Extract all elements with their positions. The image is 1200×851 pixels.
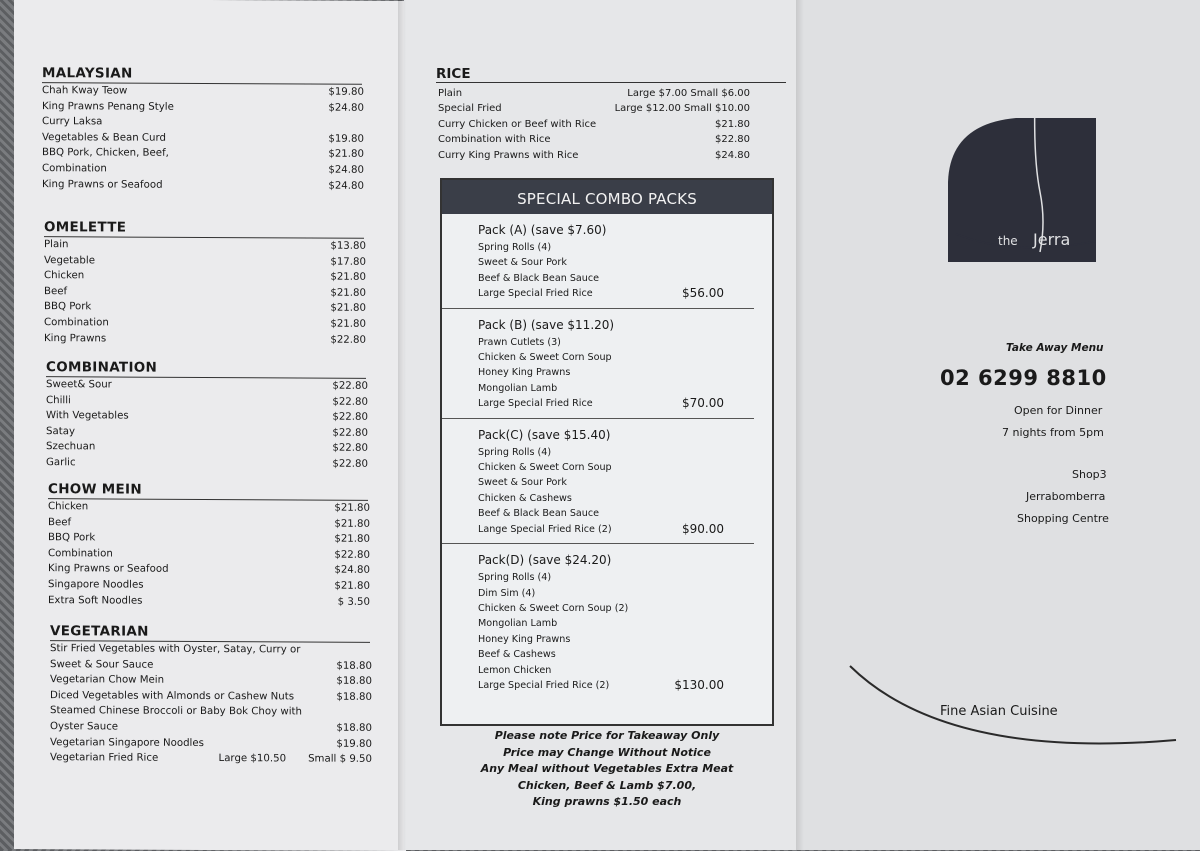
combo-pack-title: Pack (B) (save $11.20) xyxy=(478,317,615,332)
rice-item-price: $24.80 xyxy=(715,149,750,161)
combo-pack-item-name: Sweet & Sour Pork xyxy=(478,477,567,489)
price-note-line: King prawns $1.50 each xyxy=(532,795,682,809)
menu-item-name: Beef xyxy=(44,285,68,298)
takeaway-menu-label: Take Away Menu xyxy=(1006,342,1104,354)
menu-item xyxy=(48,515,370,532)
menu-section-chow-mein xyxy=(48,481,440,610)
menu-item-price: $24.80 xyxy=(328,102,364,114)
combo-pack xyxy=(442,419,754,544)
menu-item-price: $ 3.50 xyxy=(337,596,370,608)
menu-item xyxy=(48,593,370,610)
menu-item xyxy=(48,530,370,547)
combo-pack-item xyxy=(478,365,724,380)
combo-pack-item-name: Beef & Black Bean Sauce xyxy=(478,508,600,520)
rice-item-price: $21.80 xyxy=(715,118,750,130)
menu-item-price: $18.80 xyxy=(336,675,372,688)
menu-item-name: Extra Soft Noodles xyxy=(48,594,143,607)
menu-section-vegetarian xyxy=(50,623,442,768)
combo-pack-item xyxy=(478,475,724,490)
combo-pack-item-name: Large Special Fried Rice (2) xyxy=(478,679,610,691)
menu-section-malaysian xyxy=(42,65,434,194)
menu-item xyxy=(50,641,372,658)
combo-packs-list xyxy=(442,214,772,699)
combo-pack-title: Pack(D) (save $24.20) xyxy=(478,553,612,568)
fold-shadow-2 xyxy=(796,0,804,850)
menu-item-price: $21.80 xyxy=(330,287,366,299)
menu-item xyxy=(48,577,370,594)
middle-panel xyxy=(404,0,796,850)
menu-item xyxy=(46,377,368,394)
menu-item-price: $21.80 xyxy=(330,303,366,315)
combo-pack-item xyxy=(478,616,724,631)
combo-pack-price: $90.00 xyxy=(682,521,724,536)
logo-the: the xyxy=(998,234,1018,248)
menu-item-name: Singapore Noodles xyxy=(48,579,144,591)
combo-pack-item xyxy=(478,632,724,647)
menu-item-price: $22.80 xyxy=(330,334,366,346)
menu-item xyxy=(50,688,372,705)
combo-pack xyxy=(442,214,754,309)
menu-item-price: $13.80 xyxy=(330,240,366,252)
menu-item xyxy=(48,499,370,516)
rice-item-price: Large $7.00 Small $6.00 xyxy=(627,88,750,99)
menu-item-price: $22.80 xyxy=(332,411,368,424)
menu-item-name: Szechuan xyxy=(46,441,96,453)
combo-pack-item xyxy=(478,678,724,693)
menu-item-name: With Vegetables xyxy=(46,410,129,422)
menu-item-price: $21.80 xyxy=(328,148,364,161)
menu-item xyxy=(44,300,366,317)
price-note-line: Please note Price for Takeaway Only xyxy=(494,729,720,742)
combo-pack-item xyxy=(478,350,724,365)
menu-item-price: $17.80 xyxy=(330,256,366,268)
menu-item xyxy=(44,268,366,285)
menu-item-name: Beef xyxy=(48,516,72,528)
menu-item-price: $18.80 xyxy=(336,691,372,703)
combo-pack-item-name: Beef & Cashews xyxy=(478,649,556,661)
combo-pack-item xyxy=(478,335,724,350)
menu-item-price: $22.80 xyxy=(332,427,368,439)
menu-item-name: Combination xyxy=(48,547,113,560)
tagline: Fine Asian Cuisine xyxy=(940,704,1058,719)
combo-pack-item xyxy=(478,522,724,537)
menu-item-name: Vegetarian Chow Mein xyxy=(50,674,165,686)
rice-item-name: Special Fried xyxy=(438,103,502,115)
combo-pack-title: Pack (A) (save $7.60) xyxy=(478,223,607,237)
menu-item xyxy=(44,253,366,270)
combo-pack-item-name: Chicken & Cashews xyxy=(478,492,572,504)
combo-pack-price: $70.00 xyxy=(682,396,724,411)
menu-section-omelette xyxy=(44,219,436,348)
menu-item-name: Vegetables & Bean Curd xyxy=(42,131,166,144)
price-notes xyxy=(440,728,774,811)
section-title: VEGETARIAN xyxy=(50,623,370,643)
menu-item-price: Small $ 9.50 xyxy=(308,753,372,766)
right-panel xyxy=(796,0,1200,850)
menu-item xyxy=(48,562,370,579)
menu-item-name: Stir Fried Vegetables with Oyster, Satay, Curry or xyxy=(50,643,301,656)
menu-item xyxy=(42,83,364,100)
menu-item-price: $18.80 xyxy=(336,660,372,672)
opening-hours: 7 nights from 5pm xyxy=(1002,426,1104,439)
rice-item xyxy=(438,86,750,101)
menu-item-name: Vegetarian Singapore Noodles xyxy=(50,736,204,749)
menu-item-price xyxy=(324,116,364,132)
menu-item-name: Satay xyxy=(46,425,75,438)
combo-pack xyxy=(442,309,754,419)
combo-pack-item xyxy=(478,460,724,475)
menu-item-name: Steamed Chinese Broccoli or Baby Bok Choy with xyxy=(50,705,302,718)
restaurant-logo xyxy=(936,112,1096,272)
menu-item-name: Combination xyxy=(42,163,107,175)
logo-name: Jerra xyxy=(1033,230,1071,249)
menu-item-price: $21.80 xyxy=(334,580,370,592)
menu-section-combination xyxy=(46,359,438,473)
menu-item-price: $22.80 xyxy=(332,458,368,470)
menu-item-price: $19.80 xyxy=(328,133,364,145)
combo-pack-item-name: Chicken & Sweet Corn Soup xyxy=(478,352,612,364)
menu-item xyxy=(48,546,370,563)
menu-item-name: Combination xyxy=(44,317,109,329)
combo-pack-item xyxy=(478,445,724,460)
menu-item-price: $22.80 xyxy=(332,396,368,408)
combo-pack-item xyxy=(478,570,724,585)
menu-item xyxy=(42,161,364,178)
menu-item xyxy=(42,177,364,194)
menu-item-price xyxy=(332,705,372,721)
menu-item-name: Plain xyxy=(44,239,69,251)
menu-item xyxy=(42,145,364,162)
combo-pack-item-name: Lemon Chicken xyxy=(478,664,552,676)
menu-item-price: $19.80 xyxy=(336,738,372,750)
menu-item-price: $24.80 xyxy=(328,180,364,192)
menu-item xyxy=(46,393,368,410)
rice-item xyxy=(438,117,750,132)
menu-item xyxy=(50,672,372,689)
combo-pack-price: $130.00 xyxy=(674,677,724,692)
menu-item-price: $21.80 xyxy=(334,502,370,514)
combo-pack-item xyxy=(478,506,724,521)
combo-pack-item xyxy=(478,586,724,601)
menu-item-name: Chah Kway Teow xyxy=(42,85,128,97)
menu-item-price: $22.80 xyxy=(332,443,368,455)
menu-item-name: BBQ Pork xyxy=(44,301,92,313)
rice-item-name: Plain xyxy=(438,88,463,99)
rice-list xyxy=(438,86,750,163)
logo-shape xyxy=(948,118,1096,262)
price-note-line: Any Meal without Vegetables Extra Meat xyxy=(480,762,734,776)
combo-pack-item-name: Mongolian Lamb xyxy=(478,382,558,394)
menu-item-name: King Prawns Penang Style xyxy=(42,100,174,113)
combo-pack-item-name: Honey King Prawns xyxy=(478,633,571,645)
menu-item-name: Vegetarian Fried Rice xyxy=(50,752,159,764)
combo-pack-item-name: Chicken & Sweet Corn Soup (2) xyxy=(478,602,629,614)
rice-item-name: Curry King Prawns with Rice xyxy=(438,149,579,161)
combo-pack-item xyxy=(478,663,724,678)
menu-item-price xyxy=(332,643,372,659)
phone-number: 02 6299 8810 xyxy=(940,366,1107,390)
combo-packs-header: SPECIAL COMBO PACKS xyxy=(442,180,772,214)
menu-item-price: $21.80 xyxy=(330,318,366,330)
combo-pack-item-name: Prawn Cutlets (3) xyxy=(478,336,561,348)
price-note-line: Price may Change Without Notice xyxy=(503,745,711,759)
menu-item-name: Curry Laksa xyxy=(42,116,103,128)
combo-pack-item-name: Mongolian Lamb xyxy=(478,618,558,630)
menu-item-name: Chilli xyxy=(46,394,71,406)
combo-pack-item xyxy=(478,601,724,616)
combo-pack-item-name: Beef & Black Bean Sauce xyxy=(478,272,600,284)
menu-item-name: Chicken xyxy=(48,501,89,513)
menu-item-price: $24.80 xyxy=(328,164,364,176)
menu-item xyxy=(42,114,364,131)
combo-pack-item xyxy=(478,491,724,506)
fold-shadow-1 xyxy=(398,0,406,850)
combo-pack-price: $56.00 xyxy=(682,286,724,301)
left-panel xyxy=(14,0,406,851)
menu-item xyxy=(50,704,372,721)
rice-section-title: RICE xyxy=(436,66,786,83)
combo-pack-item-name: Spring Rolls (4) xyxy=(478,572,552,584)
menu-item-large-price: Large $10.50 xyxy=(218,753,287,765)
menu-item-price: $22.80 xyxy=(332,380,368,392)
menu-item-name: King Prawns or Seafood xyxy=(42,178,163,191)
menu-item xyxy=(42,99,364,116)
combo-pack-item-name: Spring Rolls (4) xyxy=(478,446,552,458)
rice-item xyxy=(438,148,750,163)
combo-pack-item xyxy=(478,396,724,411)
section-title: COMBINATION xyxy=(46,359,366,379)
section-title: CHOW MEIN xyxy=(48,481,368,501)
menu-item-name: King Prawns xyxy=(44,332,107,345)
address-line-1: Shop3 xyxy=(1072,468,1107,481)
combo-pack-item-name: Honey King Prawns xyxy=(478,367,571,379)
rice-item-price: $22.80 xyxy=(715,134,750,146)
combo-pack-item xyxy=(478,647,724,662)
menu-item xyxy=(50,657,372,674)
menu-item-name: Oyster Sauce xyxy=(50,721,119,733)
menu-item-name: Chicken xyxy=(44,270,85,282)
section-title: OMELETTE xyxy=(44,219,364,239)
menu-item xyxy=(50,750,372,767)
combo-pack xyxy=(442,544,754,699)
menu-item-price: $18.80 xyxy=(336,722,372,734)
menu-item xyxy=(44,315,366,332)
rice-item xyxy=(438,101,750,116)
menu-item-name: Vegetable xyxy=(44,254,95,266)
menu-item-price: $21.80 xyxy=(330,271,366,284)
menu-item-name: Garlic xyxy=(46,457,76,469)
menu-item-price: $19.80 xyxy=(328,86,364,98)
combo-pack-item xyxy=(478,286,724,301)
menu-item-price: $24.80 xyxy=(334,565,370,577)
menu-item xyxy=(42,130,364,147)
rice-item-name: Curry Chicken or Beef with Rice xyxy=(438,118,597,130)
combo-pack-item-name: Dim Sim (4) xyxy=(478,587,536,599)
combo-pack-item-name: Lange Special Fried Rice (2) xyxy=(478,523,612,535)
combo-pack-item xyxy=(478,255,724,270)
rice-item-price: Large $12.00 Small $10.00 xyxy=(614,103,750,115)
section-title: MALAYSIAN xyxy=(42,65,362,85)
combo-pack-item-name: Chicken & Sweet Corn Soup xyxy=(478,462,612,474)
combo-pack-item-name: Large Special Fried Rice xyxy=(478,398,593,410)
menu-item xyxy=(44,237,366,254)
combo-pack-item-name: Sweet & Sour Pork xyxy=(478,257,567,269)
menu-item xyxy=(46,408,368,425)
menu-item-name: Sweet & Sour Sauce xyxy=(50,658,154,671)
menu-item xyxy=(46,424,368,441)
address-line-3: Shopping Centre xyxy=(1017,512,1109,525)
menu-item-price: $22.80 xyxy=(334,549,370,561)
menu-item xyxy=(50,719,372,736)
menu-item-name: Sweet& Sour xyxy=(46,379,112,391)
combo-pack-item-name: Large Special Fried Rice xyxy=(478,288,593,300)
menu-item xyxy=(44,331,366,348)
price-note-line: Chicken, Beef & Lamb $7.00, xyxy=(517,778,697,792)
menu-item-name: Diced Vegetables with Almonds or Cashew Nuts xyxy=(50,689,295,703)
menu-item xyxy=(44,284,366,301)
rice-item xyxy=(438,132,750,147)
menu-item-price: $21.80 xyxy=(334,533,370,546)
menu-item-name: King Prawns or Seafood xyxy=(48,563,169,576)
menu-item xyxy=(50,735,372,752)
menu-item xyxy=(46,455,368,472)
menu-item-name: BBQ Pork xyxy=(48,532,96,544)
menu-item xyxy=(46,440,368,457)
menu-item-name: BBQ Pork, Chicken, Beef, xyxy=(42,147,169,160)
combo-pack-item xyxy=(478,381,724,396)
combo-pack-title: Pack(C) (save $15.40) xyxy=(478,427,611,442)
rice-item-name: Combination with Rice xyxy=(438,134,551,146)
combo-packs-box xyxy=(440,178,774,726)
combo-pack-item xyxy=(478,271,724,286)
combo-pack-item-name: Spring Rolls (4) xyxy=(478,242,552,253)
menu-item-price: $21.80 xyxy=(334,518,370,530)
open-for-dinner: Open for Dinner xyxy=(1014,404,1103,417)
address-line-2: Jerrabomberra xyxy=(1026,490,1106,503)
combo-pack-item xyxy=(478,240,724,255)
